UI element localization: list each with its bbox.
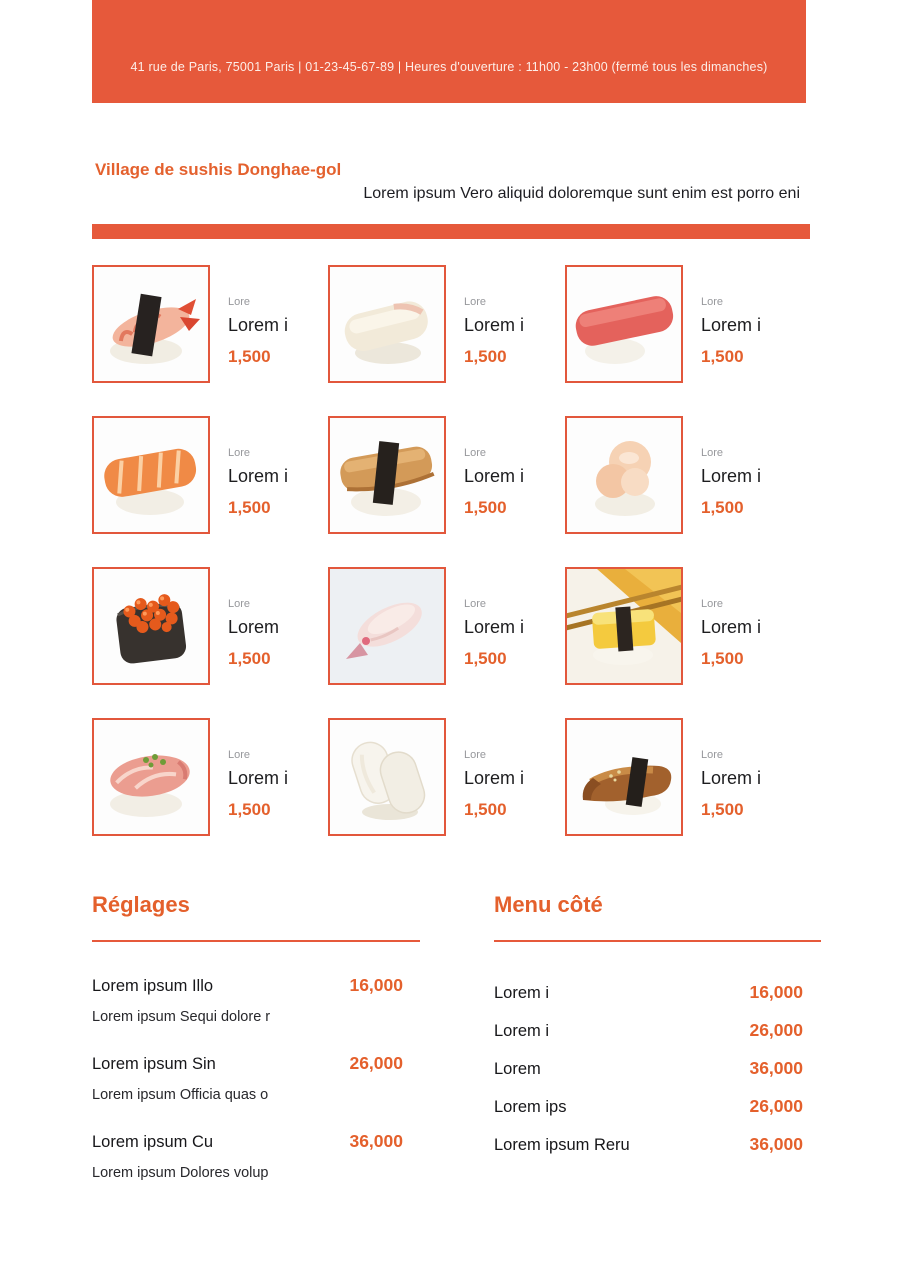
menu-item-card xyxy=(565,567,814,685)
menu-list-item xyxy=(92,1052,420,1105)
menu-item-name: Lorem ipsum Reru xyxy=(494,1136,630,1154)
section-heading: Réglages xyxy=(92,892,190,917)
menu-item-price: 36,000 xyxy=(349,1131,403,1151)
menu-item-card xyxy=(328,718,565,836)
item-price: 1,500 xyxy=(701,498,744,517)
item-category-label: Lore xyxy=(701,447,724,459)
menu-item-price: 26,000 xyxy=(349,1053,403,1073)
unagi-nigiri-image xyxy=(565,718,683,836)
menu-list-item xyxy=(494,1057,821,1081)
item-category-label: Lore xyxy=(701,296,724,308)
menu-item-card xyxy=(92,265,328,383)
item-name: Lorem i xyxy=(464,466,525,486)
ikura-gunkan-image xyxy=(92,567,210,685)
restaurant-info-line: 41 rue de Paris, 75001 Paris | 01-23-45-67-89 | Heures d'ouverture : 11h00 - 23h00 (fermé tous les dimanches) xyxy=(130,60,768,74)
menu-item-card xyxy=(565,416,814,534)
header-banner xyxy=(92,0,806,103)
item-price: 1,500 xyxy=(228,800,271,819)
squid-nigiri-image xyxy=(328,718,446,836)
item-category-label: Lore xyxy=(701,598,724,610)
menu-item-card xyxy=(565,718,814,836)
item-category-label: Lore xyxy=(701,749,724,761)
menu-item-price: 36,000 xyxy=(749,1058,803,1078)
menu-list-item xyxy=(92,1130,420,1183)
menu-item-price: 26,000 xyxy=(749,1020,803,1040)
tuna-nigiri-image xyxy=(565,265,683,383)
menu-item-name: Lorem ips xyxy=(494,1098,567,1116)
item-category-label: Lore xyxy=(464,598,487,610)
item-price: 1,500 xyxy=(464,649,507,668)
sushi-menu-grid xyxy=(92,265,814,836)
menu-list-item xyxy=(92,974,420,1027)
item-name: Lorem i xyxy=(464,617,525,637)
salmon-nigiri-image xyxy=(92,416,210,534)
menu-item-name: Lorem ipsum Illo xyxy=(92,977,214,995)
toro-nigiri-image xyxy=(92,718,210,836)
item-name: Lorem i xyxy=(228,315,289,335)
item-category-label: Lore xyxy=(228,447,251,459)
menu-list-item xyxy=(494,1095,821,1119)
menu-item-card xyxy=(328,416,565,534)
section-reglages xyxy=(92,891,420,1208)
menu-item-card xyxy=(328,265,565,383)
item-category-label: Lore xyxy=(228,598,251,610)
item-name: Lorem i xyxy=(701,617,762,637)
section-menu-cote xyxy=(494,891,821,1171)
menu-item-price: 36,000 xyxy=(749,1134,803,1154)
menu-subtitle: Lorem ipsum Vero aliquid doloremque sunt enim est porro eni xyxy=(363,185,800,202)
anago-nigiri-image xyxy=(328,416,446,534)
item-price: 1,500 xyxy=(701,649,744,668)
item-name: Lorem i xyxy=(228,768,289,788)
menu-item-description: Lorem ipsum Sequi dolore r xyxy=(92,1009,271,1025)
item-price: 1,500 xyxy=(228,498,271,517)
menu-item-name: Lorem xyxy=(494,1060,541,1078)
shrimp-nigiri-image xyxy=(92,265,210,383)
menu-item-name: Lorem i xyxy=(494,984,550,1002)
item-name: Lorem i xyxy=(464,768,525,788)
item-category-label: Lore xyxy=(464,447,487,459)
item-name: Lorem xyxy=(228,617,280,637)
item-name: Lorem i xyxy=(228,466,289,486)
item-price: 1,500 xyxy=(701,800,744,819)
menu-item-card xyxy=(328,567,565,685)
section-divider-bar xyxy=(92,224,810,239)
scallop-nigiri-image xyxy=(565,416,683,534)
menu-item-name: Lorem ipsum Cu xyxy=(92,1133,214,1151)
item-category-label: Lore xyxy=(228,296,251,308)
tamago-nigiri-image xyxy=(565,567,683,685)
item-price: 1,500 xyxy=(701,347,744,366)
item-category-label: Lore xyxy=(228,749,251,761)
menu-item-name: Lorem i xyxy=(494,1022,550,1040)
item-category-label: Lore xyxy=(464,749,487,761)
menu-item-card xyxy=(92,416,328,534)
menu-item-card xyxy=(92,718,328,836)
menu-item-price: 16,000 xyxy=(349,975,403,995)
whitefish-nigiri-image xyxy=(328,265,446,383)
menu-list-item xyxy=(494,981,821,1005)
restaurant-title: Village de sushis Donghae-gol xyxy=(95,160,342,179)
menu-item-description: Lorem ipsum Dolores volup xyxy=(92,1165,269,1181)
menu-item-price: 16,000 xyxy=(749,982,803,1002)
menu-item-name: Lorem ipsum Sin xyxy=(92,1055,216,1073)
item-price: 1,500 xyxy=(464,498,507,517)
menu-item-description: Lorem ipsum Officia quas o xyxy=(92,1087,269,1103)
item-price: 1,500 xyxy=(228,649,271,668)
menu-item-card xyxy=(565,265,814,383)
item-price: 1,500 xyxy=(464,347,507,366)
menu-list-item xyxy=(494,1133,821,1157)
menu-list-item xyxy=(494,1019,821,1043)
item-price: 1,500 xyxy=(228,347,271,366)
item-name: Lorem i xyxy=(701,315,762,335)
item-category-label: Lore xyxy=(464,296,487,308)
item-name: Lorem i xyxy=(464,315,525,335)
section-underline xyxy=(92,940,420,942)
item-name: Lorem i xyxy=(701,768,762,788)
fish-slice-image xyxy=(328,567,446,685)
section-heading: Menu côté xyxy=(494,892,603,917)
item-name: Lorem i xyxy=(701,466,762,486)
item-price: 1,500 xyxy=(464,800,507,819)
menu-item-card xyxy=(92,567,328,685)
menu-item-price: 26,000 xyxy=(749,1096,803,1116)
section-underline xyxy=(494,940,821,942)
